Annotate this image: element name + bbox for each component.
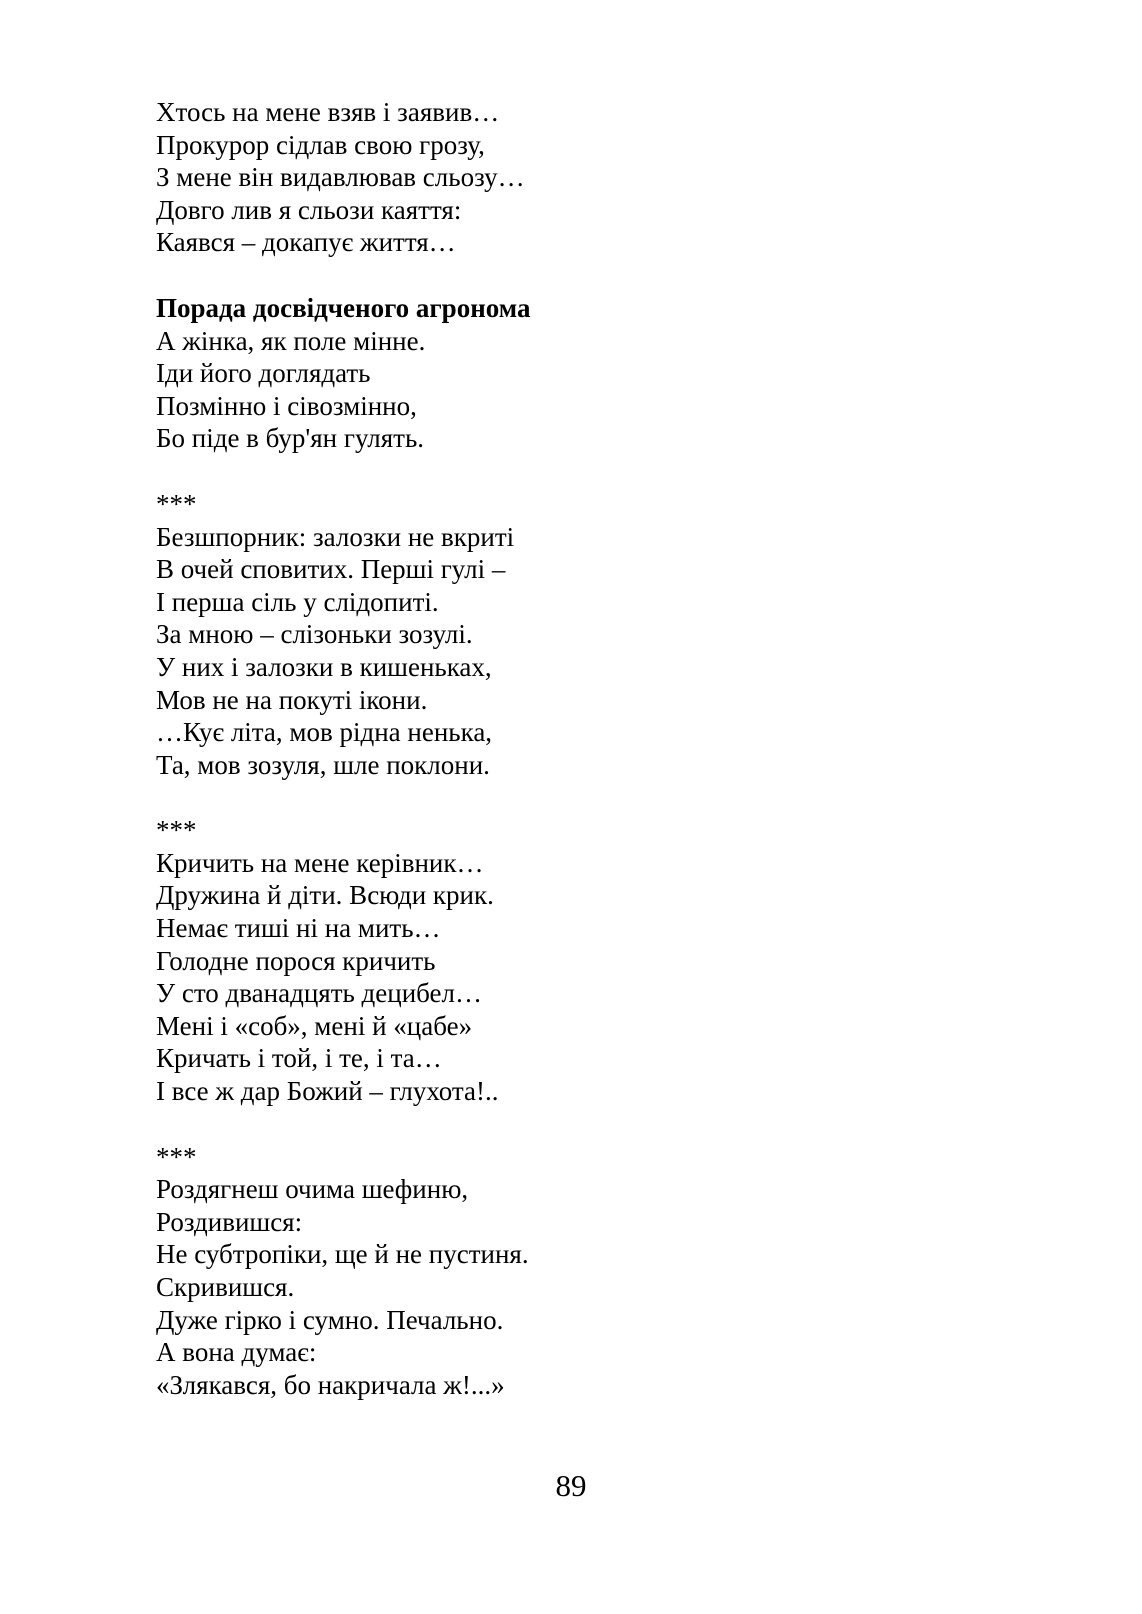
- poem-1: [156, 96, 1056, 259]
- poem-line: Дуже гірко і сумно. Печально.: [156, 1304, 504, 1335]
- poem-line: Іди його доглядать: [156, 358, 371, 389]
- poem-line: Дружина й діти. Всюди крик.: [156, 880, 494, 911]
- poem-line: Мені і «соб», мені й «цабе»: [156, 1010, 473, 1041]
- poem-line: Голодне порося кричить: [156, 945, 436, 976]
- poem-line: Каявся – докапує життя…: [156, 227, 456, 258]
- poem-line: За мною – слізоньки зозулі.: [156, 619, 473, 650]
- poem-line: …Кує літа, мов рідна ненька,: [156, 717, 493, 748]
- poem-line: А жінка, як поле мінне.: [156, 325, 426, 356]
- poem-separator: ***: [156, 488, 197, 519]
- poem-separator: ***: [156, 815, 197, 846]
- poem-5: [156, 1141, 1056, 1402]
- poem-line: Немає тиші ні на мить…: [156, 913, 441, 944]
- poem-separator: ***: [156, 1141, 197, 1172]
- poem-2: [156, 292, 1056, 455]
- page-number: 89: [555, 1468, 587, 1503]
- poem-line: Кричать і той, і те, і та…: [156, 1043, 442, 1074]
- poem-line: Скривишся.: [156, 1272, 295, 1302]
- poem-line: Не субтропіки, ще й не пустиня.: [156, 1239, 529, 1270]
- poem-line: В очей сповитих. Перші гулі –: [156, 554, 506, 585]
- poem-line: Роздивишся:: [156, 1206, 303, 1237]
- poem-line: Довго лив я сльози каяття:: [156, 194, 462, 225]
- page-content: [156, 96, 1056, 1434]
- poem-line: Безшпорник: залозки не вкриті: [156, 521, 515, 552]
- poem-line: Кричить на мене керівник…: [156, 847, 484, 878]
- poem-line: Бо піде в бур'ян гулять.: [156, 423, 425, 454]
- poem-line: У них і залозки в кишеньках,: [156, 651, 492, 682]
- poem-line: А вона думає:: [156, 1337, 317, 1368]
- poem-line: Хтось на мене взяв і заявив…: [156, 97, 500, 127]
- poem-line: Роздягнеш очима шефиню,: [156, 1174, 469, 1205]
- poem-line: Мов не на покуті ікони.: [156, 684, 428, 715]
- poem-line: Та, мов зозуля, шле поклони.: [156, 749, 490, 780]
- poem-line: І все ж дар Божий – глухота!..: [156, 1076, 499, 1107]
- poem-line: «Злякався, бо накричала ж!...»: [156, 1369, 505, 1400]
- poem-line: Прокурор сідлав свою грозу,: [156, 129, 485, 160]
- poem-line: Позмінно і сівозмінно,: [156, 390, 417, 421]
- poem-line: І перша сіль у слідопиті.: [156, 586, 439, 617]
- poem-4: [156, 814, 1056, 1107]
- poem-line: З мене він видавлював сльозу…: [156, 162, 525, 193]
- poem-3: [156, 488, 1056, 781]
- poem-line: У сто дванадцять децибел…: [156, 978, 483, 1009]
- poem-title: Порада досвідченого агронома: [156, 292, 531, 323]
